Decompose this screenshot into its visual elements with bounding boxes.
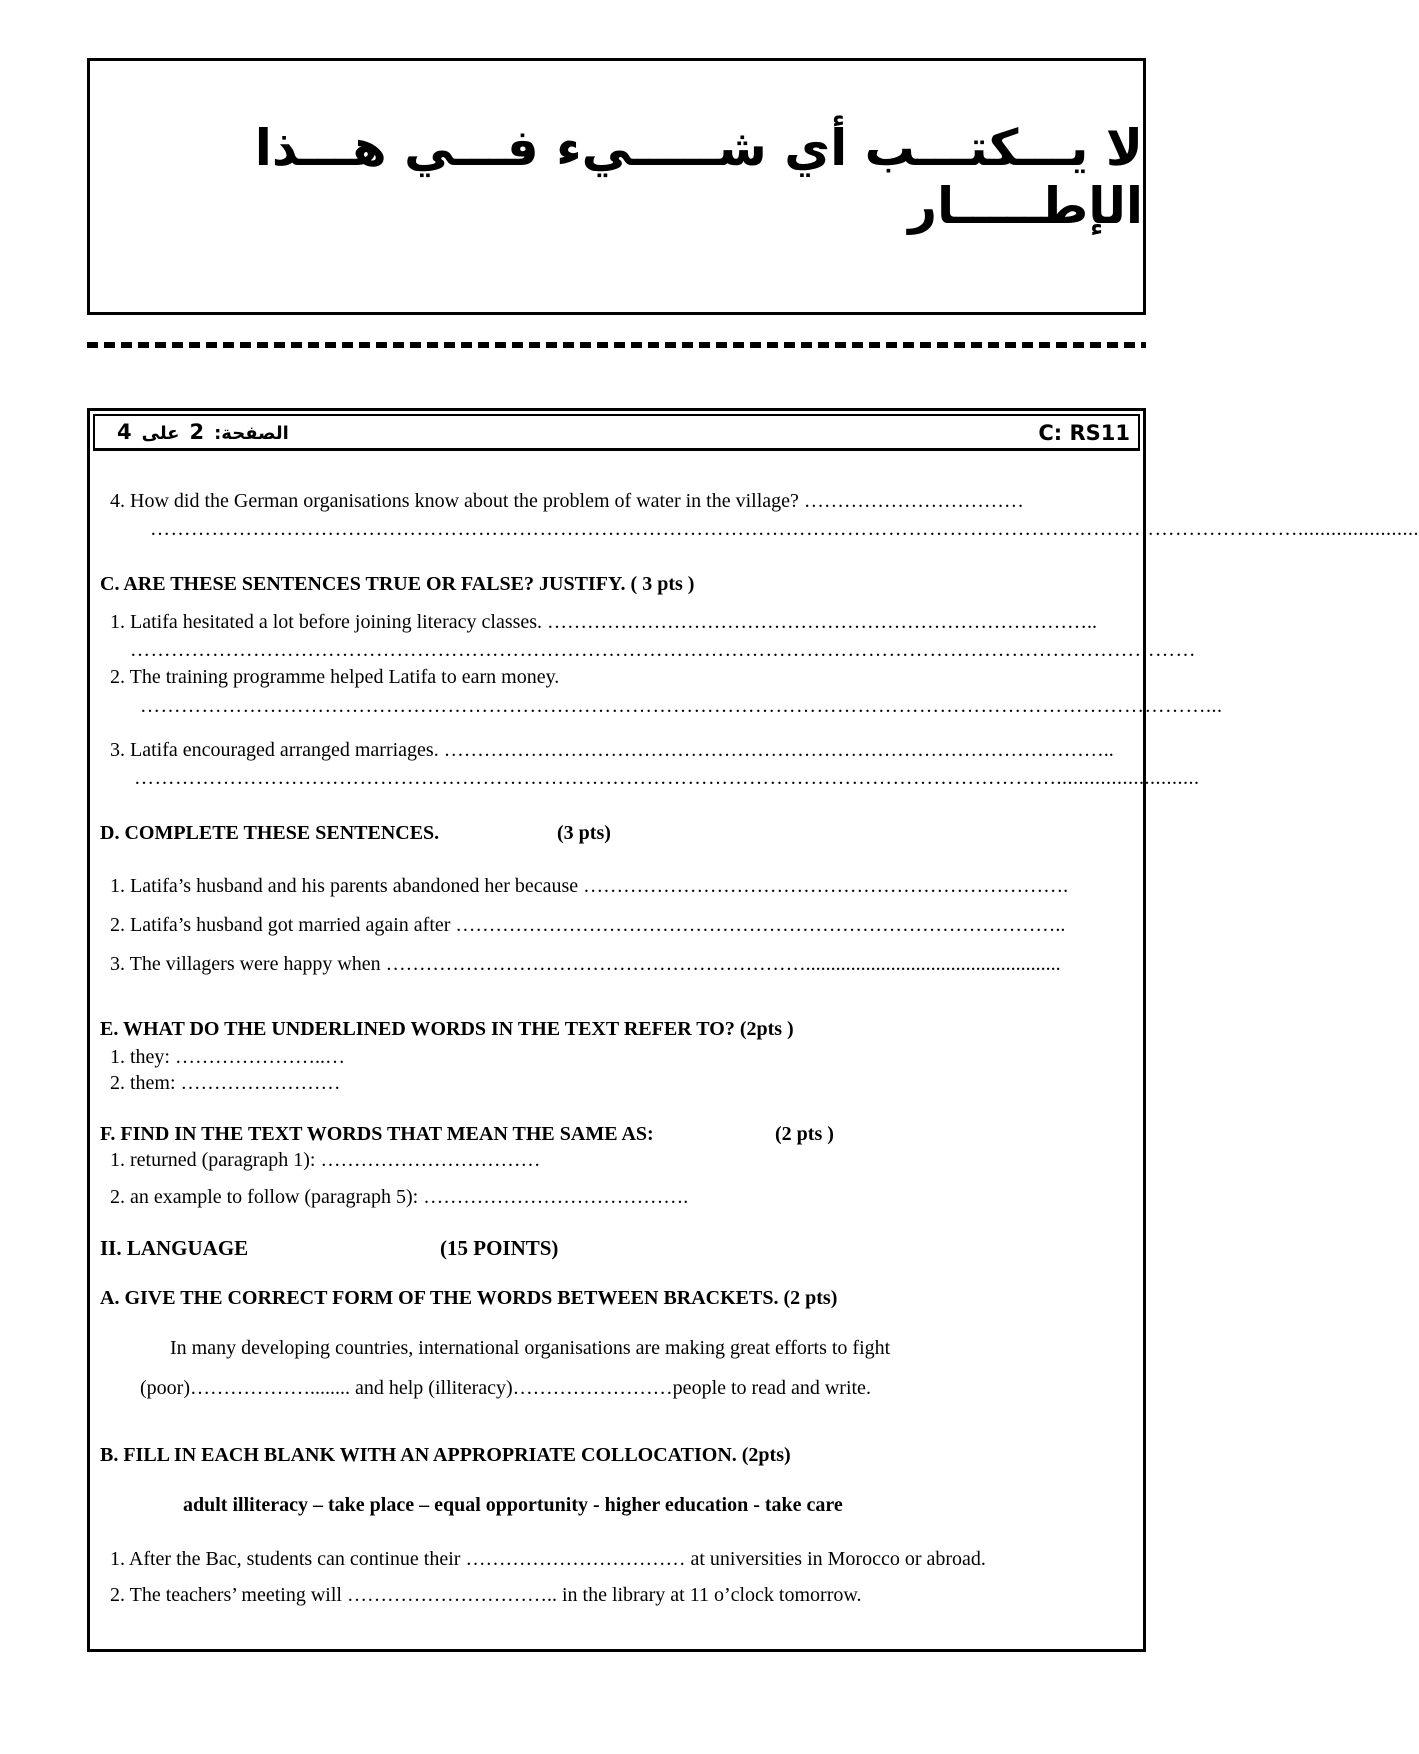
answer-line-c3[interactable]: ………………………………………………………………………………………………………………………..........................: [134, 767, 1200, 789]
question-d3: 3. The villagers were happy when ………………………………………………………...................................................: [110, 953, 1061, 975]
question-c1: 1. Latifa hesitated a lot before joining literacy classes. ………………………………………………………………………..: [110, 611, 1098, 633]
page-header-bar: [93, 414, 1140, 451]
question-c2: 2. The training programme helped Latifa to earn money.: [110, 666, 560, 688]
language-a-line1: In many developing countries, international organisations are making great efforts to fight: [170, 1337, 891, 1359]
answer-line-c1[interactable]: …………………………………………………………………………………………………………………………………………: [130, 639, 1196, 661]
question-e1: 1. they: …………………..…: [110, 1046, 345, 1068]
collocation-word-list: adult illiteracy – take place – equal opportunity - higher education - take care: [183, 1494, 843, 1516]
section-c-heading: C. ARE THESE SENTENCES TRUE OR FALSE? JUSTIFY. ( 3 pts ): [100, 573, 695, 595]
page-total: 4: [117, 420, 132, 444]
question-d2: 2. Latifa’s husband got married again after ………………………………………………………………………………..: [110, 914, 1066, 936]
page-label: الصفحة:: [214, 423, 289, 444]
section-f-points: (2 pts ): [775, 1123, 834, 1145]
page-number-info: [107, 420, 289, 444]
do-not-write-box: [87, 58, 1146, 315]
question-f2: 2. an example to follow (paragraph 5): ………………………………….: [110, 1186, 689, 1208]
answer-line-c2[interactable]: …………………………………………………………………………………………………………………………………………...: [140, 695, 1223, 717]
language-points: (15 POINTS): [440, 1236, 559, 1260]
language-a-line2: (poor)………………........ and help (illiteracy)……………………people to read and write.: [140, 1377, 871, 1399]
question-lb1: 1. After the Bac, students can continue their …………………………… at universities in Morocco or abroad.: [110, 1548, 986, 1570]
language-b-heading: B. FILL IN EACH BLANK WITH AN APPROPRIATE COLLOCATION. (2pts): [100, 1444, 791, 1466]
question-lb2: 2. The teachers’ meeting will ………………………….. in the library at 11 o’clock tomorrow.: [110, 1584, 862, 1606]
section-f-heading: F. FIND IN THE TEXT WORDS THAT MEAN THE SAME AS:: [100, 1123, 654, 1145]
language-heading: II. LANGUAGE: [100, 1236, 249, 1260]
section-d-points: (3 pts): [557, 822, 611, 844]
language-a-heading: A. GIVE THE CORRECT FORM OF THE WORDS BETWEEN BRACKETS. (2 pts): [100, 1287, 838, 1309]
do-not-write-notice: لا يـــكتـــب أي شـــــيء فـــي هـــذا الإطـــــار: [254, 118, 1143, 235]
question-e2: 2. them: ……………………: [110, 1072, 341, 1094]
question-c3: 3. Latifa encouraged arranged marriages. ………………………………………………………………………………………..: [110, 739, 1114, 761]
question-d1: 1. Latifa’s husband and his parents abandoned her because ……………………………………………………………….: [110, 875, 1069, 897]
page-current: 2: [189, 420, 205, 444]
cut-line-divider: [87, 342, 1146, 348]
question-f1: 1. returned (paragraph 1): ……………………………: [110, 1149, 541, 1171]
exam-page-frame: [87, 408, 1419, 1652]
question-b4: 4. How did the German organisations know about the problem of water in the village? ……………………………: [110, 490, 1024, 512]
answer-line-b4[interactable]: ……………………………………………………………………………………………………………………………………………………......................: [150, 518, 1419, 540]
section-d-heading: D. COMPLETE THESE SENTENCES.: [100, 822, 440, 844]
section-e-heading: E. WHAT DO THE UNDERLINED WORDS IN THE TEXT REFER TO? (2pts ): [100, 1018, 794, 1040]
page-of-label: على: [141, 423, 180, 444]
exam-code: C: RS11: [1038, 421, 1130, 445]
